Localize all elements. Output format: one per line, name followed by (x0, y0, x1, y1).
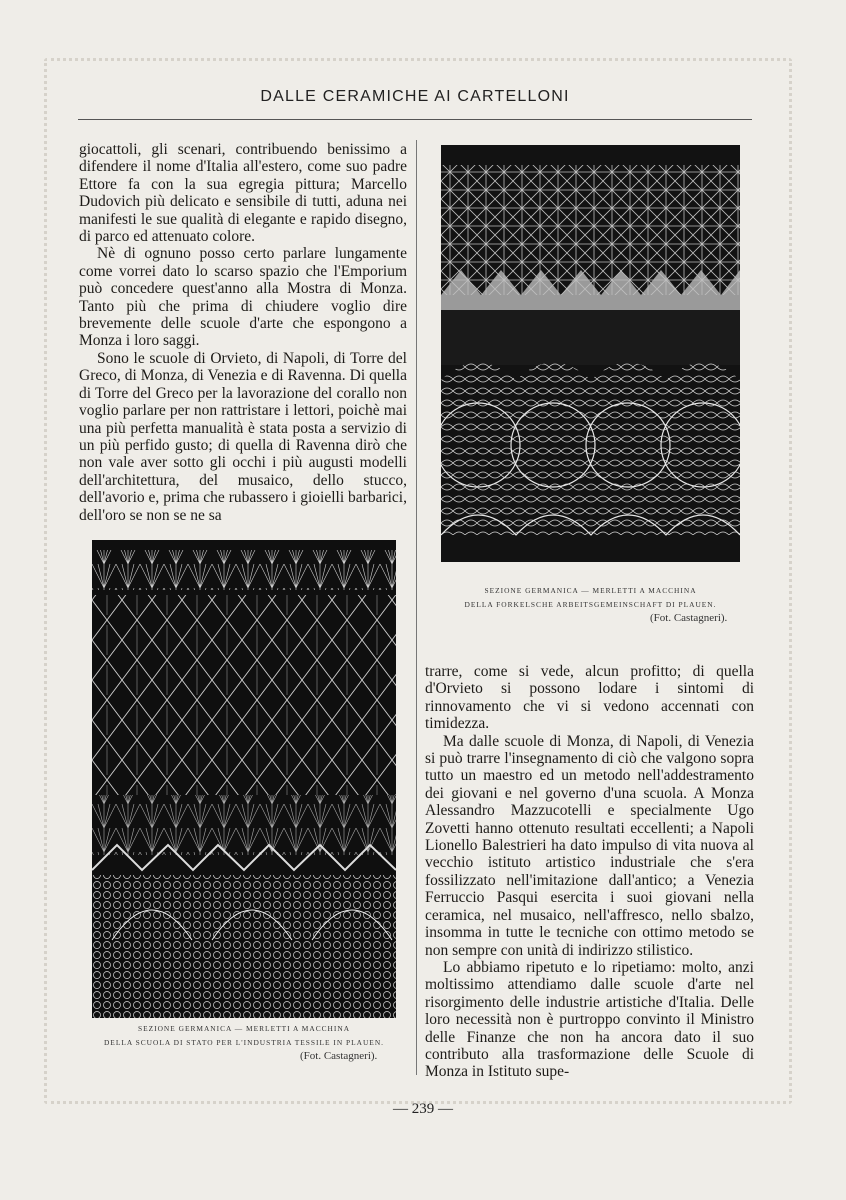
lace-photo-left (92, 540, 396, 1018)
caption-right (441, 584, 740, 612)
lace-photo-right (441, 145, 740, 562)
paragraph: giocattoli, gli scenari, contribuendo benissimo a difendere il nome d'Italia all'estero, come suo padre Ettore fa con la sua egregia pittura; Marcello Dudovich più delicato e sensibile di tutti, aduna nei manifesti le sue qualità di elegante e rapido disegno, di parco ed attenuato colore. (79, 141, 407, 246)
photo-credit-right: (Fot. Castagneri). (650, 612, 728, 624)
lace-illustration (92, 540, 396, 1018)
caption-line: SEZIONE GERMANICA — MERLETTI A MACCHINA (484, 586, 697, 595)
caption-line: DELLA FORKELSCHE ARBEITSGEMEINSCHAFT DI PLAUEN. (464, 600, 717, 609)
left-column-text (79, 141, 407, 524)
paragraph: Nè di ognuno posso certo parlare lungamente come vorrei dato lo scarso spazio che l'Emporium può concedere quest'anno alla Mostra di Monza. Tanto più che prima di chiudere voglio dire brevemente delle scuole d'arte che espongono a Monza i loro saggi. (79, 245, 407, 350)
column-divider (416, 140, 417, 1075)
caption-left (92, 1022, 396, 1050)
photo-credit-left: (Fot. Castagneri). (300, 1050, 378, 1062)
page-number: — 239 — (393, 1101, 453, 1117)
header-rule (78, 119, 752, 120)
paragraph: Lo abbiamo ripetuto e lo ripetiamo: molto, anzi moltissimo attendiamo dalle scuole d'arte nel risorgimento delle industrie artistiche d'Italia. Delle loro necessità non è purtroppo convinto il Ministro delle Finanze che non ha ancora dato il suo contributo alla trasformazione delle Scuole di Monza in Istituto supe- (425, 958, 754, 1081)
paragraph: Ma dalle scuole di Monza, di Napoli, di Venezia si può trarre l'insegnamento di ciò che valgono sopra tutto un maestro ed un metodo nell'addestramento dei giovani e nel governo d'una scuola. A Monza Alessandro Mazzucotelli e specialmente Ugo Zovetti hanno ottenuto resultati eccellenti; a Napoli Lionello Balestrieri ha dato impulso di vita nuova al vecchio istituto artistico industriale che s'era fossilizzato nell'imitazione dall'antico; a Venezia Ferruccio Pasqui esercita i suoi giovani nella ceramica, nel musaico, nell'affresco, nello sbalzo, insomma in tutte le tecniche con ottimo metodo se non sempre con unità di indirizzo stilistico. (425, 732, 754, 959)
caption-line: DELLA SCUOLA DI STATO PER L'INDUSTRIA TESSILE IN PLAUEN. (103, 1038, 385, 1047)
paragraph: trarre, come si vede, alcun profitto; di quella d'Orvieto si possono lodare i sintomi di rinnovamento che vi si vedono accennati con timidezza. (425, 663, 754, 733)
right-column-text (425, 663, 754, 1081)
lace-illustration (441, 145, 740, 562)
running-header: DALLE CERAMICHE AI CARTELLONI (260, 88, 570, 105)
caption-line: SEZIONE GERMANICA — MERLETTI A MACCHINA (137, 1024, 351, 1033)
paragraph: Sono le scuole di Orvieto, di Napoli, di Torre del Greco, di Monza, di Venezia e di Ravenna. Di quella di Torre del Greco per la lavorazione del corallo non voglio parlare per non rattristare i lettori, poichè mai una più perfetta manualità è stata posta a servizio di un più perfido gusto; di quella di Ravenna dirò che non vale aver sotto gli occhi i più augusti modelli dell'architettura, del musaico, dello stucco, dell'avorio e, prima che rubassero i gioielli barbarici, dell'oro se non se ne sa (79, 349, 407, 524)
